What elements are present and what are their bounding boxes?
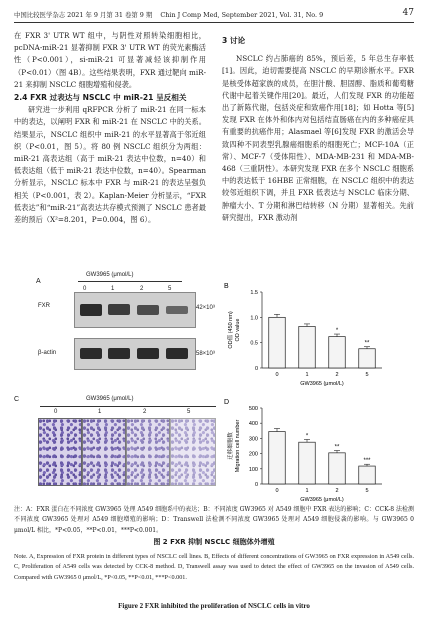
left-column [14, 30, 206, 226]
right-column [222, 30, 414, 224]
y-tick-label: 200 [248, 451, 258, 458]
chart-panel-b [222, 280, 412, 390]
panel-c-dose-0: 0 [54, 409, 58, 415]
blot-membrane-actin [74, 338, 196, 370]
bar [329, 453, 346, 484]
significance-mark: ** [364, 340, 370, 347]
section-3-title: 3 讨论 [222, 36, 246, 45]
y-tick-label: 300 [248, 436, 258, 443]
panel-c-group-label: GW3965 (μmol/L) [86, 396, 134, 402]
y-tick-label: 0.5 [250, 340, 258, 347]
x-tick-label: 5 [365, 488, 369, 494]
actin-band-1 [80, 348, 102, 359]
bar [359, 349, 376, 368]
x-tick-label: 5 [365, 372, 369, 378]
y-axis-label: 迁移细胞数 [228, 432, 234, 460]
x-axis-label: GW3965 (μmol/L) [300, 381, 344, 387]
panel-c-dose-1: 1 [98, 409, 102, 415]
bar [269, 432, 286, 484]
panel-a-dose-2: 2 [140, 286, 144, 292]
chart-panel-d [222, 396, 412, 506]
fxr-kda: 42×10³ [196, 305, 215, 311]
fxr-band-3 [137, 305, 159, 315]
actin-band-4 [166, 348, 188, 359]
y-tick-label: 100 [248, 466, 258, 473]
blot-membrane-fxr [74, 292, 196, 328]
panel-a-dose-0: 0 [83, 286, 87, 292]
panel-a-group-label: GW3965 (μmol/L) [86, 272, 134, 278]
micrograph-dose-0 [38, 418, 82, 486]
journal-name-cn: 中国比较医学杂志 2021 年 9 月第 31 卷第 9 期 [14, 11, 153, 19]
figure-title-cn: 图 2 FXR 抑制 NSCLC 细胞体外增殖 [153, 538, 275, 546]
x-tick-label: 2 [335, 372, 339, 378]
x-tick-label: 2 [335, 488, 339, 494]
y-axis-label: OD值 (450 nm) [228, 311, 234, 349]
y-tick-label: 400 [248, 421, 258, 428]
page-number: 47 [402, 8, 414, 18]
significance-mark: * [335, 328, 339, 335]
discussion-paragraph: NSCLC 约占肺癌的 85%，预后差，5 年总生存率低[1]。因此，迫切需要提高 NSCLC 的早期诊断水平。FXR 是核受体超家族的成员，在胆汁酸、胆固醇、脂质和葡萄糖代谢中起着关键作用[20]。最近，人们发现 FXR 的功能超出了新陈代谢，包括炎症和致癌作用[18]；如 Hotta 等[5]发现 FXR 在体外和体内对包括结直肠癌在内的多种癌症具有重要的抗癌作用；Alasmael 等[6]发现 FXR 的激活会导致四种不同表型乳腺癌细胞系的细胞死亡；MCF-10A（正常）、MCF-7（受体阳性）、MDA-MB-231 和 MDA-MB-468（三重阴性）。本研究发现 FXR 在多个 NSCLC 细胞系中的表达低于 16HBE 正常细胞，在 NSCLC 组织中的表达较邻近组织下调，并且 FXR 低表达与 NSCLC 临床分期、肿瘤大小、T 分期和淋巴结转移（N 分期）显著相关。先前研究提出，FXR 激动剂 [222, 54, 414, 222]
significance-mark: *** [363, 458, 371, 465]
panel-a-letter: A [36, 278, 41, 285]
section-2-4-title: 2.4 FXR 过表达与 NSCLC 中 miR-21 呈反相关 [14, 93, 187, 103]
significance-mark: ** [334, 444, 340, 451]
y-tick-label: 500 [248, 406, 258, 412]
x-axis-label: GW3965 (μmol/L) [300, 497, 344, 503]
figure-caption-cn: 注：A：FXR 蛋白在不同浓度 GW3965 处理 A549 细胞系中的表达；B：不同浓度 GW3965 对 A549 细胞中 FXR 表达的影响；C：CCK-8 法检测不同浓度 GW3965 处理对 A549 细胞增殖的影响；D：Transwell 法检测不同浓度 GW3965 处理对 A549 细胞侵袭的影响。与 GW3965 0 μmol/L 相比，*P<0.05，**P<0.01，***P<0.001。 [14, 506, 414, 534]
micrograph-dose-5 [170, 418, 216, 486]
micrograph-dose-1 [82, 418, 126, 486]
panel-c-dose-2: 2 [143, 409, 147, 415]
panel-letter: B [224, 283, 229, 290]
panel-c-group-line [40, 406, 216, 407]
panel-a-dose-5: 5 [168, 286, 172, 292]
figure-title-en: Figure 2 FXR inhibited the proliferation of NSCLC cells in vitro [118, 602, 310, 610]
figure-panel-c [14, 396, 219, 496]
left-paragraph-2: 研究进一步利用 qRFPCR 分析了 miR-21 在同一标本中的表达，以阐明 FXR 和 miR-21 在 NSCLC 中的关系。结果显示，NSCLC 组织中 miR-21 的水平显著高于邻近组织（P<0.01，图 5）。将 80 例 NSCLC 组织分为两组：miR-21 高表达组（高于 miR-21 表达中位数，n=40）和低表达组（低于 miR-21 表达中位数，n=40）。Spearman 分析显示，NSCLC 标本中 FXR 与 miR-21 的表达呈强负相关（P<0.001，表 2）。Kaplan-Meier 分析显示，“FXR 低表达”和“miR-21”高表达共存模式预测了 NSCLC 患者最差的预后（X²=8.201，P=0.004，图 6）。 [14, 105, 206, 225]
figure-panel-a [36, 272, 216, 383]
bar [299, 442, 316, 484]
panel-letter: D [224, 399, 230, 406]
actin-band-2 [108, 348, 130, 359]
actin-band-3 [137, 348, 159, 359]
panel-a-dose-1: 1 [111, 286, 115, 292]
panel-c-letter: C [14, 396, 20, 403]
bar [269, 317, 286, 368]
micrograph-dose-2 [126, 418, 170, 486]
panel-a-group-line [78, 281, 182, 282]
actin-kda: 58×10³ [196, 351, 215, 357]
y-tick-label: 0 [254, 366, 258, 372]
fxr-band-1 [80, 304, 102, 316]
panel-c-dose-5: 5 [187, 409, 191, 415]
y-tick-label: 1.5 [250, 290, 258, 296]
bar [329, 337, 346, 368]
fxr-band-2 [108, 304, 130, 315]
blot-label-actin: β-actin [38, 350, 57, 356]
x-tick-label: 0 [275, 372, 279, 378]
y-tick-label: 1.0 [250, 315, 258, 322]
x-tick-label: 0 [275, 488, 279, 494]
journal-header [14, 10, 414, 26]
bar [359, 466, 376, 484]
header-rule [14, 22, 414, 23]
bar [299, 326, 316, 368]
y-axis-label: OD value [235, 318, 241, 342]
journal-name-en: Chin J Comp Med, September 2021, Vol. 31, No. 9 [160, 11, 324, 19]
x-tick-label: 1 [305, 488, 309, 494]
left-paragraph-1: 在 FXR 3' UTR WT 组中，与阴性对照转染细胞相比，pcDNA-miR-21 显著抑制 FXR 3' UTR WT 的荧光素酶活性（P<0.001），si-miR-21 可显著减轻该抑制作用（P<0.01）（图 4B）。这些结果表明，FXR 通过靶向 miR-21 来抑制 NSCLC 细胞增殖和侵袭。 [14, 31, 206, 89]
fxr-band-4 [166, 306, 188, 314]
x-tick-label: 1 [305, 372, 309, 378]
significance-mark: * [305, 433, 309, 440]
blot-label-fxr: FXR [38, 303, 50, 309]
figure-caption-en: Note. A, Expression of FXR protein in different types of NSCLC cell lines. B, Effects of different concentrations of GW3965 on FXR expression in A549 cells. C, Proliferation of A549 cells was detected by CCK-8 method. D, Transwell assay was used to detect the effect of GW3965 on the invasion of A549 cells. Compared with GW3965 0 μmol/L, *P<0.05, **P<0.01, ***P<0.001. [14, 553, 414, 581]
y-tick-label: 0 [254, 482, 258, 488]
y-axis-label: Migration cell number [235, 419, 241, 473]
